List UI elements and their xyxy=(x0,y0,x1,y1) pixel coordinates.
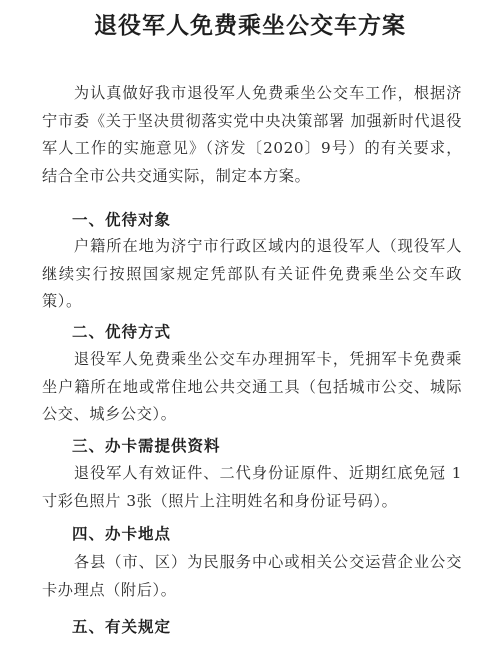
section-body-materials: 退役军人有效证件、二代身份证原件、近期红底免冠 1寸彩色照片 3张（照片上注明姓名和身份证号码）。 xyxy=(42,464,462,510)
section-heading-recipients: 一、优待对象 xyxy=(72,211,172,229)
section-heading-materials: 三、办卡需提供资料 xyxy=(72,437,221,455)
document-title: 退役军人免费乘坐公交车方案 xyxy=(94,13,406,39)
section-body-method: 退役军人免费乘坐公交车办理拥军卡，凭拥军卡免费乘坐户籍所在地或常住地公共交通工具（包括城市公交、城际公交、城乡公交）。 xyxy=(42,350,462,423)
section-heading-location: 四、办卡地点 xyxy=(72,525,172,543)
section-body-recipients: 户籍所在地为济宁市行政区域内的退役军人（现役军人继续实行按照国家规定凭部队有关证件免费乘坐公交车政策）。 xyxy=(42,237,462,310)
section-body-location: 各县（市、区）为民服务中心或相关公交运营企业公交卡办理点（附后）。 xyxy=(42,553,462,599)
section-heading-method: 二、优待方式 xyxy=(72,323,172,341)
section-heading-regulations: 五、有关规定 xyxy=(72,618,172,636)
intro-paragraph: 为认真做好我市退役军人免费乘坐公交车工作，根据济宁市委《关于坚决贯彻落实党中央决策部署 加强新时代退役军人工作的实施意见》（济发〔2020〕9号）的有关要求，结合全市公共交通实际，制定本方案。 xyxy=(42,84,462,185)
